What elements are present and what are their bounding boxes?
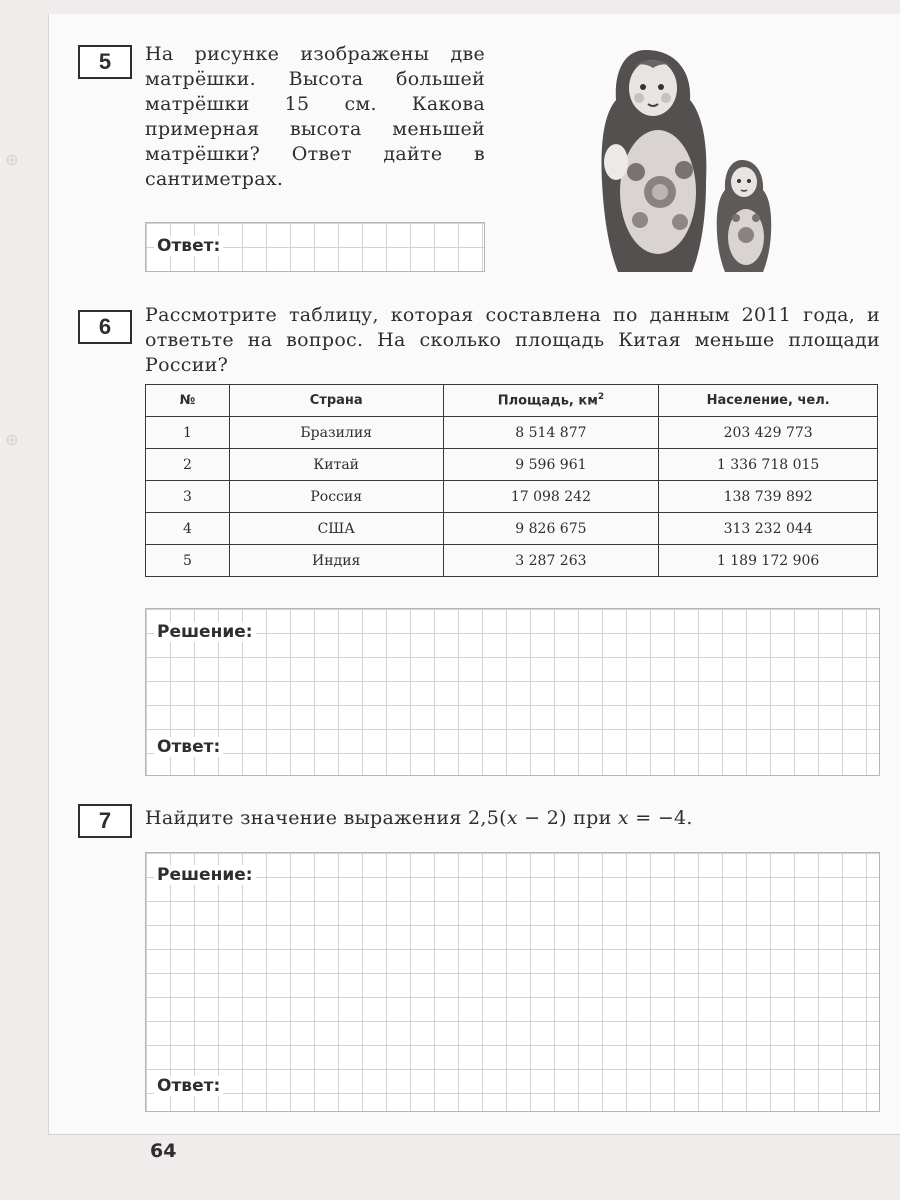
cell-population: 1 189 172 906 xyxy=(659,545,878,577)
countries-table xyxy=(145,384,878,577)
cell-population: 1 336 718 015 xyxy=(659,449,878,481)
header-population: Население, чел. xyxy=(659,385,878,417)
table-row xyxy=(146,513,878,545)
header-country: Страна xyxy=(229,385,443,417)
cell-number: 5 xyxy=(146,545,230,577)
table-row xyxy=(146,545,878,577)
task-5-text: На рисунке изображены две матрёшки. Высота большей матрёшки 15 см. Какова примерная высота меньшей матрёшки? Ответ дайте в сантиметрах. xyxy=(145,43,485,190)
task-7-solution-area[interactable] xyxy=(145,852,880,1112)
task-5-answer-box[interactable] xyxy=(145,222,485,272)
cell-country: США xyxy=(229,513,443,545)
table-header-row xyxy=(146,385,878,417)
cell-population: 313 232 044 xyxy=(659,513,878,545)
table-row xyxy=(146,481,878,513)
cell-number: 4 xyxy=(146,513,230,545)
cell-area: 9 596 961 xyxy=(443,449,659,481)
task-6-text: Рассмотрите таблицу, которая составлена по данным 2011 года, и ответьте на вопрос. На сколько площадь Китая меньше площади России? xyxy=(145,304,880,376)
cell-area: 3 287 263 xyxy=(443,545,659,577)
task-6-solution-area[interactable] xyxy=(145,608,880,776)
task-5-number: 5 xyxy=(78,45,132,79)
cell-country: Россия xyxy=(229,481,443,513)
task-7-text-prefix: Найдите значение выражения 2,5( xyxy=(145,807,507,829)
table-row xyxy=(146,449,878,481)
cell-country: Индия xyxy=(229,545,443,577)
cell-number: 3 xyxy=(146,481,230,513)
small-matryoshka xyxy=(717,160,771,272)
cell-population: 203 429 773 xyxy=(659,417,878,449)
watermark-left-2: ⊕ xyxy=(5,430,19,449)
matryoshka-dolls-image xyxy=(596,42,786,277)
cell-number: 2 xyxy=(146,449,230,481)
table-row xyxy=(146,417,878,449)
cell-country: Китай xyxy=(229,449,443,481)
task-7-variable: x xyxy=(617,807,629,829)
header-number: № xyxy=(146,385,230,417)
page-number: 64 xyxy=(150,1140,177,1162)
cell-area: 17 098 242 xyxy=(443,481,659,513)
task-7-text-middle: − 2) при xyxy=(517,807,618,829)
cell-population: 138 739 892 xyxy=(659,481,878,513)
header-area-superscript: 2 xyxy=(597,392,605,403)
watermark-left-1: ⊕ xyxy=(5,150,19,169)
task-7-solution-label: Решение: xyxy=(154,865,256,885)
task-7-number: 7 xyxy=(78,804,132,838)
task-7-text xyxy=(145,806,845,831)
header-area-label: Площадь, км xyxy=(497,393,598,409)
cell-area: 9 826 675 xyxy=(443,513,659,545)
task-5-answer-label: Ответ: xyxy=(154,236,223,256)
task-6-number: 6 xyxy=(78,310,132,344)
task-7-text-suffix: = −4. xyxy=(628,807,693,829)
cell-country: Бразилия xyxy=(229,417,443,449)
big-matryoshka xyxy=(602,50,707,272)
task-6-solution-label: Решение: xyxy=(154,622,256,642)
cell-area: 8 514 877 xyxy=(443,417,659,449)
cell-number: 1 xyxy=(146,417,230,449)
header-area xyxy=(443,385,659,417)
task-7-answer-label: Ответ: xyxy=(154,1076,223,1096)
task-6-answer-label: Ответ: xyxy=(154,737,223,757)
task-7-variable: x xyxy=(506,807,518,829)
